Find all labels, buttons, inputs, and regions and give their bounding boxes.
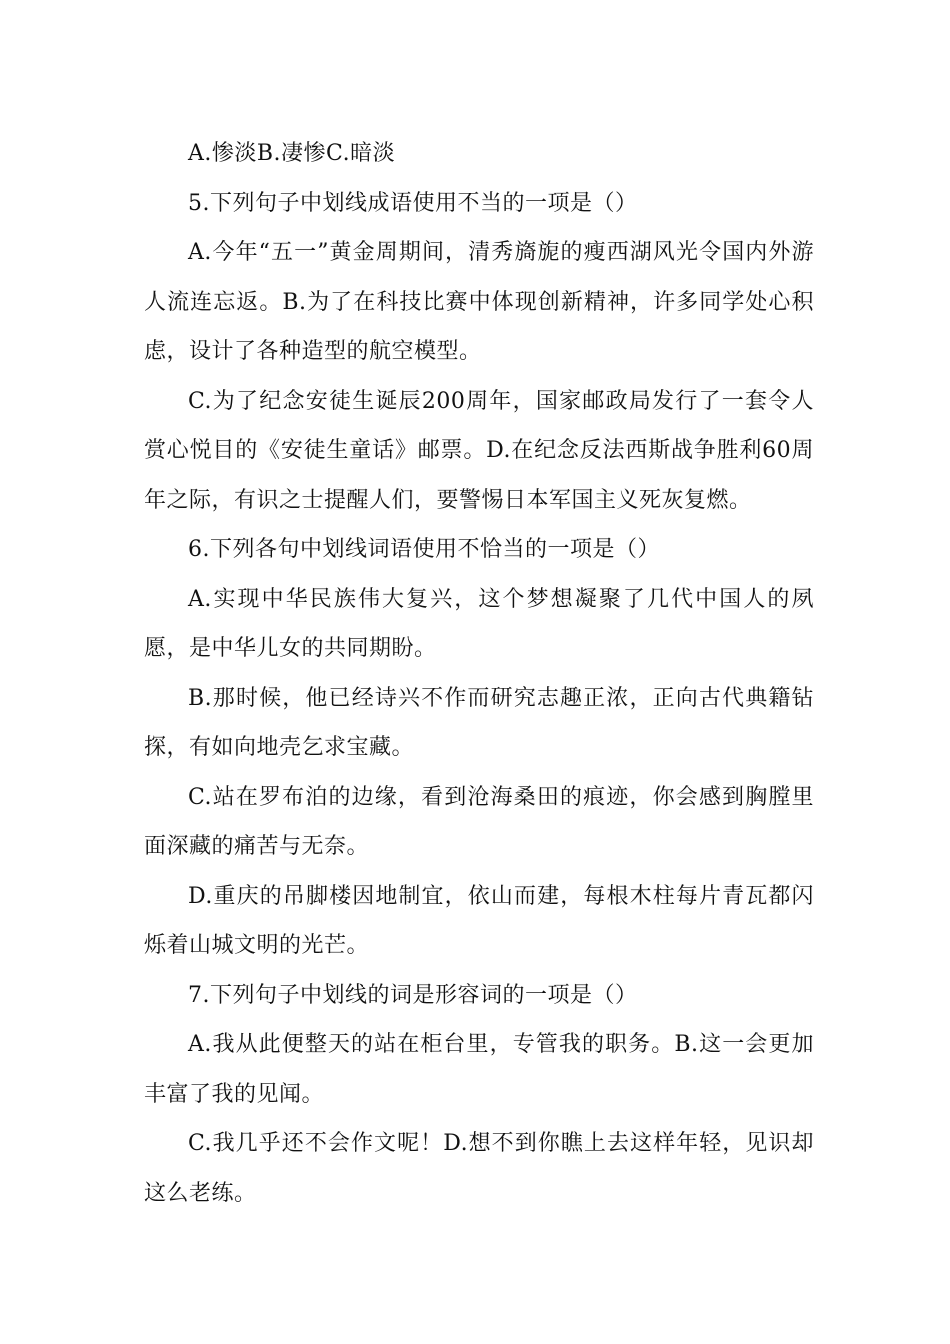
question-5-stem: 5.下列句子中划线成语使用不当的一项是（） xyxy=(188,190,638,216)
question-7-options-ab: A.我从此便整天的站在柜台里，专管我的职务。B.这一会更加丰富了我的见闻。 xyxy=(144,1032,814,1107)
question-7-stem: 7.下列句子中划线的词是形容词的一项是（） xyxy=(188,982,638,1008)
question-5-options-cd: C.为了纪念安徒生诞辰200周年，国家邮政局发行了一套令人赏心悦目的《安徒生童话》邮票。D.在纪念反法西斯战争胜利60周年之际，有识之士提醒人们，要警惕日本军国主义死灰复燃。 xyxy=(144,388,814,513)
question-7-options-cd: C.我几乎还不会作文呢！D.想不到你瞧上去这样年轻，见识却这么老练。 xyxy=(144,1131,814,1206)
question-6-option-a: A.实现中华民族伟大复兴，这个梦想凝聚了几代中国人的夙愿，是中华儿女的共同期盼。 xyxy=(144,586,814,661)
question-6-option-b: B.那时候，他已经诗兴不作而研究志趣正浓，正向古代典籍钻探，有如向地壳乞求宝藏。 xyxy=(144,685,814,760)
question-5-options-ab: A.今年“五一”黄金周期间，清秀旖旎的瘦西湖风光令国内外游人流连忘返。B.为了在科技比赛中体现创新精神，许多同学处心积虑，设计了各种造型的航空模型。 xyxy=(144,240,814,364)
question-6-option-d: D.重庆的吊脚楼因地制宜，依山而建，每根木柱每片青瓦都闪烁着山城文明的光芒。 xyxy=(144,883,814,958)
question-6-option-c: C.站在罗布泊的边缘，看到沧海桑田的痕迹，你会感到胸膛里面深藏的痛苦与无奈。 xyxy=(144,784,814,859)
option-line-4: A.惨淡B.凄惨C.暗淡 xyxy=(188,141,396,166)
question-6-stem: 6.下列各句中划线词语使用不恰当的一项是（） xyxy=(188,537,660,562)
document-body xyxy=(144,129,814,1218)
